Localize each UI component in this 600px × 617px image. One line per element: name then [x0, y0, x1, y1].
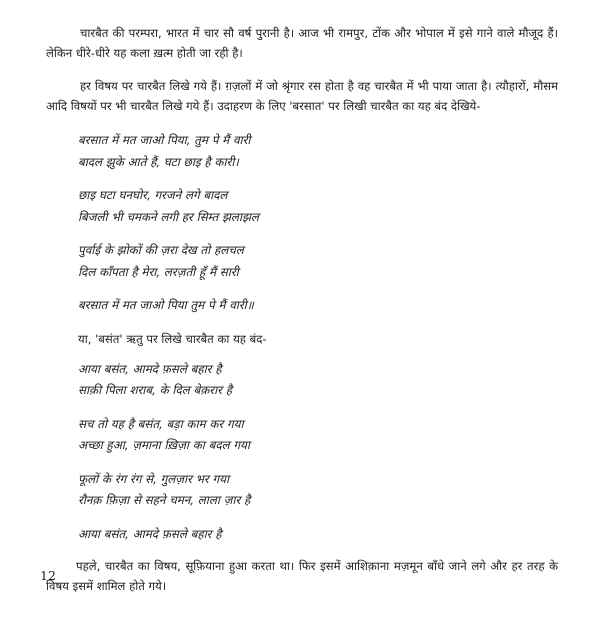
- verse-line: दिल काँपता है मेरा, लरज़ती हूँ मैं सारी: [78, 264, 239, 279]
- barsat-stanza-2: [78, 185, 558, 228]
- paragraph-subjects: हर विषय पर चारबैत लिखे गये हैं। ग़ज़लों में जो श्रृंगार रस होता है वह चारबैत में भी पाया जाता है। त्यौहारों, मौसम आदि विषयों पर भी चारबैत लिखे गये हैं। उदाहरण के लिए 'बरसात' पर लिखी चारबैत का यह बंद देखिये-: [46, 79, 558, 113]
- verse-line: रौनक़ फ़िज़ा से सहने चमन, लाला ज़ार है: [78, 493, 251, 507]
- verse-line: साक़ी पिला शराब, के दिल बेक़रार है: [78, 383, 232, 397]
- page-number: 12: [40, 568, 56, 583]
- barsat-stanza-3: [78, 240, 558, 283]
- basant-stanza-3: [78, 469, 558, 512]
- basant-stanza-2: [78, 414, 558, 457]
- barsat-stanza-4: [78, 295, 558, 317]
- verse-line: फूलों के रंग रंग से, गुलज़ार भर गया: [78, 471, 230, 486]
- paragraph-basant-intro: या, 'बसंत' ऋतु पर लिखे चारबैत का यह बंद-: [78, 331, 267, 346]
- verse-line: आया बसंत, आमदे फ़सले बहार है: [78, 361, 222, 376]
- page-content: [46, 24, 558, 608]
- verse-line: छाइ घटा घनघोर, गरजने लगे बादल: [78, 188, 228, 202]
- verse-line: बरसात में मत जाओ पिया, तुम पे मैं वारी: [78, 133, 251, 147]
- verse-line: बिजली भी चमकने लगी हर सिम्त झलाझल: [78, 209, 259, 224]
- barsat-stanza-1: [78, 130, 558, 173]
- paragraph-tradition: चारबैत की परम्परा, भारत में चार सौ वर्ष पुरानी है। आज भी रामपुर, टोंक और भोपाल में इसे गाने वाले मौजूद हैं। लेकिन धीरे-धीरे यह कला ख़त्म होती जा रही है।: [46, 26, 558, 60]
- verse-line: आया बसंत, आमदे फ़सले बहार है: [78, 526, 222, 541]
- basant-stanza-1: [78, 359, 558, 402]
- verse-line: बरसात में मत जाओ पिया तुम पे मैं वारी॥: [78, 298, 254, 312]
- verse-line: पुर्वाई के झोकों की ज़रा देख तो हलचल: [78, 243, 244, 257]
- verse-line: सच तो यह है बसंत, बड़ा काम कर गया: [78, 416, 244, 431]
- paragraph-sufi: पहले, चारबैत का विषय, सूफ़ियाना हुआ करता था। फिर इसमें आशिक़ाना मज़मून बाँधे जाने लगे और हर तरह के विषय इसमें शामिल होते गये।: [46, 559, 558, 593]
- verse-line: अच्छा हुआ, ज़माना ख़िज़ा का बदल गया: [78, 438, 250, 452]
- basant-stanza-4: [78, 524, 558, 546]
- verse-line: बादल झुके आते हैं, घटा छाइ है कारी।: [78, 154, 239, 169]
